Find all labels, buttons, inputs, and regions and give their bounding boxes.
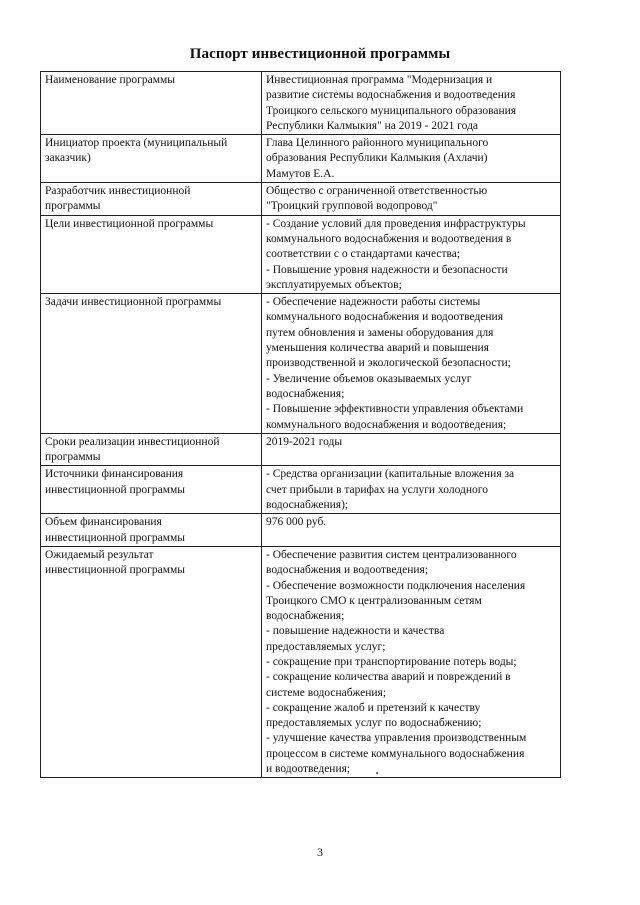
row-value-line: счет прибыли в тарифах на услуги холодного <box>266 483 488 496</box>
row-value-line: водоснабжения; <box>266 610 345 623</box>
row-label-line: Задачи инвестиционной программы <box>45 296 222 309</box>
row-value-line: "Троицкий групповой водопровод" <box>266 200 438 213</box>
row-value-cell <box>262 466 561 514</box>
row-value-line: уменьшения количества аварий и повышения <box>266 342 489 355</box>
row-value-line: - Создание условий для проведения инфраструктуры <box>266 217 526 230</box>
row-value-line: коммунального водоснабжения и водоотведения; <box>266 418 507 431</box>
row-label-line: Сроки реализации инвестиционной <box>45 435 220 448</box>
table-row <box>41 135 561 183</box>
row-value-line: - Увеличение объемов оказываемых услуг <box>266 372 472 385</box>
row-value-line: предоставляемых услуг по водоснабжению; <box>266 717 482 730</box>
row-value-line: и водоотведения; <box>266 763 351 776</box>
row-value-line: коммунального водоснабжения и водоотведения в <box>266 232 512 245</box>
table-row <box>41 466 561 514</box>
row-value-line: - повышение надежности и качества <box>266 625 445 638</box>
row-value-line: - Обеспечение возможности подключения населения <box>266 579 526 592</box>
row-label-line: программы <box>45 451 101 464</box>
row-value-line: развитие системы водоснабжения и водоотведения <box>266 89 516 102</box>
table-row <box>41 546 561 777</box>
row-value-line: Республики Калмыкия" на 2019 - 2021 года <box>266 119 479 132</box>
row-value-line: эксплуатируемых объектов; <box>266 278 402 291</box>
row-value-line: - сокращение при транспортирование потерь воды; <box>266 655 517 668</box>
row-label-cell <box>41 72 262 135</box>
row-label-cell <box>41 466 262 514</box>
row-label-line: инвестиционной программы <box>45 531 185 544</box>
row-value-cell <box>262 546 561 777</box>
row-value-line: Инвестиционная программа "Модернизация и <box>266 74 493 86</box>
table-row <box>41 433 561 466</box>
row-label-line: Ожидаемый результат <box>45 548 154 561</box>
row-label-line: программы <box>45 200 101 213</box>
row-value-line: - Обеспечение развития систем централизованного <box>266 548 517 561</box>
row-value-line: - Повышение уровня надежности и безопасности <box>266 263 508 276</box>
row-label-line: Цели инвестиционной программы <box>45 217 214 230</box>
row-label-cell <box>41 294 262 434</box>
stray-dot <box>376 772 378 774</box>
row-value-line: Общество с ограниченной ответственностью <box>266 185 488 198</box>
row-label-line: инвестиционной программы <box>45 564 185 577</box>
row-value-cell <box>262 135 561 183</box>
row-label-line: Объем финансирования <box>45 516 162 529</box>
row-value-cell <box>262 433 561 466</box>
row-label-line: Источники финансирования <box>45 468 184 481</box>
row-value-line: Троицкого СМО к централизованным сетям <box>266 594 482 607</box>
passport-table <box>40 71 561 778</box>
row-value-line: процессом в системе коммунального водоснабжения <box>266 747 525 760</box>
row-value-line: Мамутов Е.А. <box>266 167 335 180</box>
page-title: Паспорт инвестиционной программы <box>189 46 451 62</box>
table-row <box>41 514 561 547</box>
row-value-line: 976 000 руб. <box>266 516 327 529</box>
passport-table-body <box>41 72 561 778</box>
row-value-cell <box>262 215 561 293</box>
table-row <box>41 72 561 135</box>
row-value-line: 2019-2021 годы <box>266 435 343 448</box>
row-label-cell <box>41 183 262 216</box>
row-label-cell <box>41 215 262 293</box>
row-value-cell <box>262 514 561 547</box>
row-value-line: - Обеспечение надежности работы системы <box>266 296 481 309</box>
row-value-line: системе водоснабжения; <box>266 686 387 699</box>
row-label-cell <box>41 514 262 547</box>
table-row <box>41 183 561 216</box>
row-value-line: коммунального водоснабжения и водоотведения <box>266 311 503 324</box>
row-label-line: инвестиционной программы <box>45 483 185 496</box>
row-value-line: Троицкого сельского муниципального образования <box>266 104 517 117</box>
table-row <box>41 294 561 434</box>
row-value-line: - сокращение количества аварий и повреждений в <box>266 671 511 684</box>
row-value-line: - Повышение эффективности управления объектами <box>266 403 524 416</box>
row-label-line: Инициатор проекта (муниципальный <box>45 137 228 150</box>
row-value-line: водоснабжения); <box>266 499 349 512</box>
row-value-line: водоснабжения; <box>266 387 345 400</box>
row-label-cell <box>41 135 262 183</box>
row-value-line: - улучшение качества управления производственным <box>266 732 527 745</box>
row-value-line: предоставляемых услуг; <box>266 640 386 653</box>
row-label-cell <box>41 546 262 777</box>
row-label-line: Разработчик инвестиционной <box>45 185 191 198</box>
row-value-line: водоснабжения и водоотведения; <box>266 564 429 577</box>
row-value-line: образования Республики Калмыкия (Ахлачи) <box>266 152 488 165</box>
row-label-line: Наименование программы <box>45 74 176 86</box>
row-value-line: производственной и экологической безопасности; <box>266 357 511 370</box>
row-value-line: Глава Целинного районного муниципального <box>266 137 489 150</box>
row-value-line: - сокращение жалоб и претензий к качеству <box>266 701 481 714</box>
row-value-cell <box>262 72 561 135</box>
row-label-line: заказчик) <box>45 152 91 165</box>
row-value-line: соответствии с о стандартами качества; <box>266 248 461 261</box>
row-value-line: путем обновления и замены оборудования для <box>266 326 494 339</box>
row-value-cell <box>262 183 561 216</box>
table-row <box>41 215 561 293</box>
row-value-line: - Средства организации (капитальные вложения за <box>266 468 515 481</box>
page-number: 3 <box>317 845 323 859</box>
row-label-cell <box>41 433 262 466</box>
row-value-cell <box>262 294 561 434</box>
